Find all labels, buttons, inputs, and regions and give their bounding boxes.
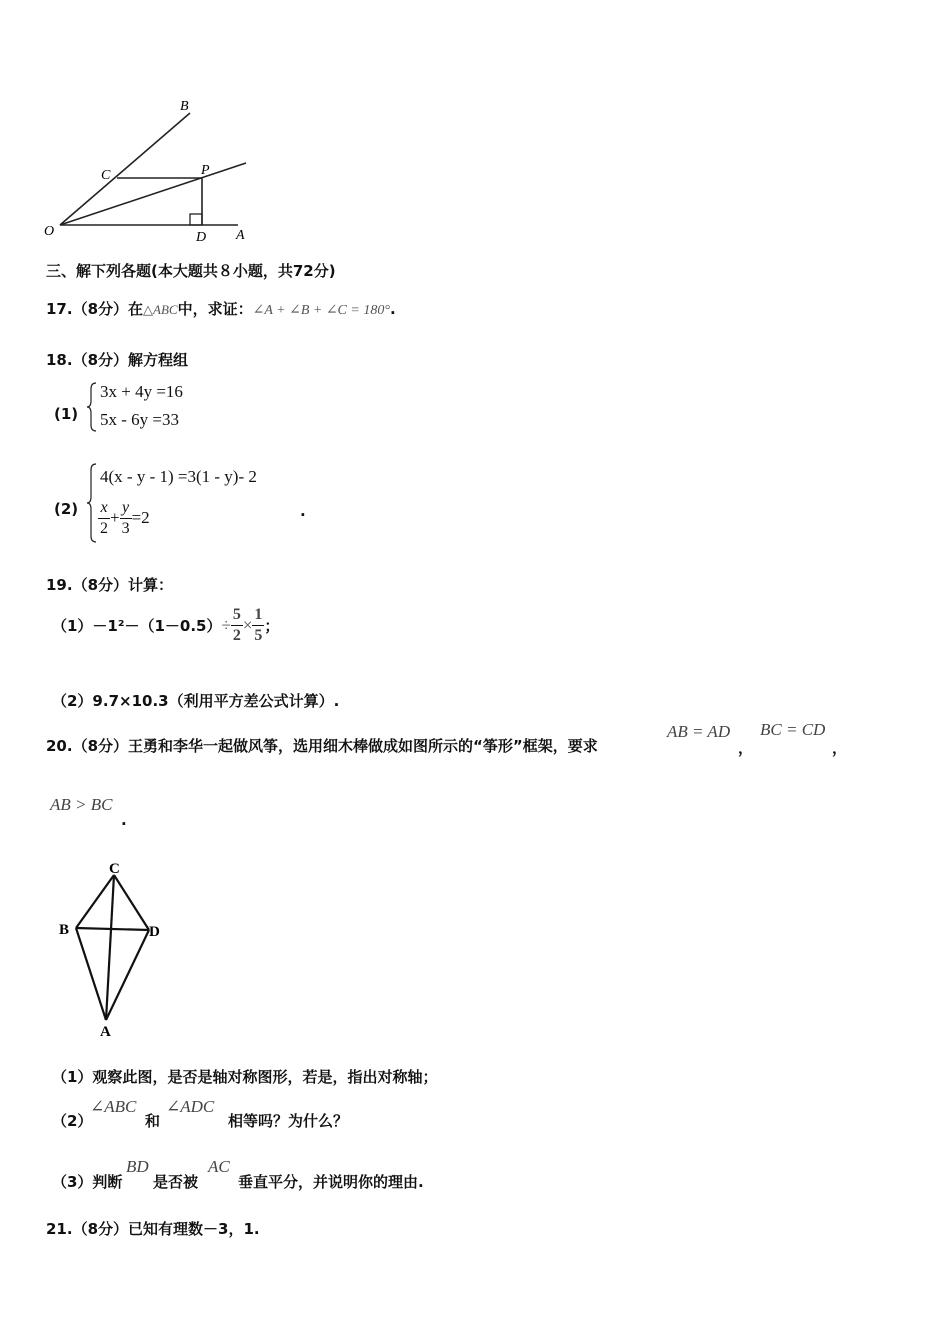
frac-y-num: y — [120, 500, 132, 519]
q20-sep2: ， — [832, 739, 848, 757]
fraction-1-over-5 — [252, 607, 264, 644]
q18-part2-brace — [86, 462, 98, 544]
q18-part1-label: (1) — [54, 405, 79, 423]
q18-part1-eq2: 5x - 6y =33 — [100, 410, 179, 429]
q17-number: 17. — [46, 300, 73, 318]
fraction-y-over-3 — [120, 500, 132, 537]
q19-part1-end: ； — [264, 617, 280, 635]
q20-text: 王勇和李华一起做风筝，选用细木棒做成如图所示的“筝形”框架，要求 — [128, 737, 598, 755]
kite-cd — [114, 875, 149, 930]
q18-number: 18. — [46, 351, 73, 369]
q20-number: 20. — [46, 737, 73, 755]
q18-eq2-rhs: =2 — [131, 508, 150, 527]
q18-part2-end: . — [300, 502, 306, 520]
q19-title: 计算： — [128, 576, 174, 594]
q20-part2-label: （2） — [52, 1112, 93, 1130]
q20-part3-mid: 是否被 — [153, 1173, 199, 1191]
frac-1-num: 1 — [252, 607, 264, 626]
question-17 — [46, 298, 396, 319]
question-18 — [46, 349, 188, 370]
kite-label-c: C — [109, 861, 120, 877]
q19-number: 19. — [46, 576, 73, 594]
kite-figure — [55, 855, 175, 1040]
q18-part1-eq1: 3x + 4y =16 — [100, 382, 183, 401]
q20-angle2: ∠ADC — [166, 1097, 215, 1116]
q20-cond3: AB > BC — [50, 795, 113, 814]
q19-part1 — [52, 607, 279, 644]
label-a: A — [236, 228, 245, 243]
q20-cond1: AB = AD — [667, 722, 731, 741]
label-o: O — [44, 224, 55, 239]
q17-score: （8分） — [72, 300, 129, 318]
ray-ob — [60, 113, 190, 225]
q20-and: 和 — [145, 1112, 161, 1130]
kite-label-d: D — [149, 924, 160, 940]
q19-times: × — [242, 615, 253, 635]
q19-score: （8分） — [72, 576, 129, 594]
q20-seg2: AC — [208, 1157, 230, 1176]
q18-part2-label: (2) — [54, 500, 79, 518]
section-heading: 三、解下列各题(本大题共８小题，共72分) — [46, 262, 336, 280]
kite-bd — [76, 928, 149, 930]
label-c: C — [101, 168, 111, 183]
q18-score: （8分） — [72, 351, 129, 369]
ray-op — [60, 163, 246, 225]
q17-equation: ∠A + ∠B + ∠C = 180° — [252, 303, 390, 318]
q20-cond2: BC = CD — [760, 720, 826, 739]
label-d: D — [196, 230, 207, 245]
frac-5-num: 5 — [231, 607, 243, 626]
angle-figure — [40, 95, 260, 245]
right-angle-mark — [190, 214, 202, 225]
q20-part2 — [52, 1110, 92, 1131]
kite-label-b: B — [59, 922, 70, 938]
q18-part1-brace — [86, 381, 98, 433]
q18-part2-eq1: 4(x - y - 1) =3(1 - y)- 2 — [100, 467, 257, 486]
frac-y-den: 3 — [121, 520, 130, 537]
q20-end: . — [121, 811, 127, 829]
q20-angle1: ∠ABC — [90, 1097, 137, 1116]
q20-score: （8分） — [72, 737, 129, 755]
q19-div: ÷ — [221, 615, 231, 635]
frac-2-den: 2 — [232, 627, 241, 644]
q20-seg1: BD — [126, 1157, 149, 1176]
fraction-x-over-2 — [98, 500, 110, 537]
frac-x-num: x — [98, 500, 110, 519]
q18-plus: + — [110, 508, 120, 527]
question-20 — [46, 735, 598, 756]
q17-triangle: △ABC — [143, 302, 178, 317]
question-19 — [46, 574, 173, 595]
label-b: B — [180, 99, 189, 114]
q19-part1-text: （1）－1²－（1－0.5） — [52, 617, 222, 635]
q17-prefix: 在 — [128, 300, 144, 318]
q20-sep1: ， — [738, 739, 754, 757]
q18-part2-eq2 — [98, 500, 150, 537]
question-21: 21.（8分）已知有理数－3，1. — [46, 1220, 260, 1238]
kite-da — [106, 930, 149, 1020]
kite-cb — [76, 875, 114, 928]
kite-ca — [106, 875, 114, 1020]
q20-part1: （1）观察此图，是否是轴对称图形，若是，指出对称轴； — [52, 1068, 438, 1086]
kite-label-a: A — [100, 1024, 111, 1040]
frac-x-den: 2 — [100, 520, 108, 537]
q17-middle: 中，求证： — [177, 300, 253, 318]
q20-part3-label: （3）判断 — [52, 1173, 123, 1191]
q18-title: 解方程组 — [128, 351, 189, 369]
kite-ba — [76, 928, 106, 1020]
label-p: P — [201, 163, 210, 178]
frac-5-den: 5 — [254, 627, 263, 644]
fraction-5-over-2 — [231, 607, 243, 644]
q19-part2: （2）9.7×10.3（利用平方差公式计算）. — [52, 692, 340, 710]
q20-part3-rest: 垂直平分，并说明你的理由. — [238, 1173, 424, 1191]
q17-end: . — [389, 300, 396, 318]
q20-part2-rest: 相等吗？为什么？ — [228, 1112, 349, 1130]
